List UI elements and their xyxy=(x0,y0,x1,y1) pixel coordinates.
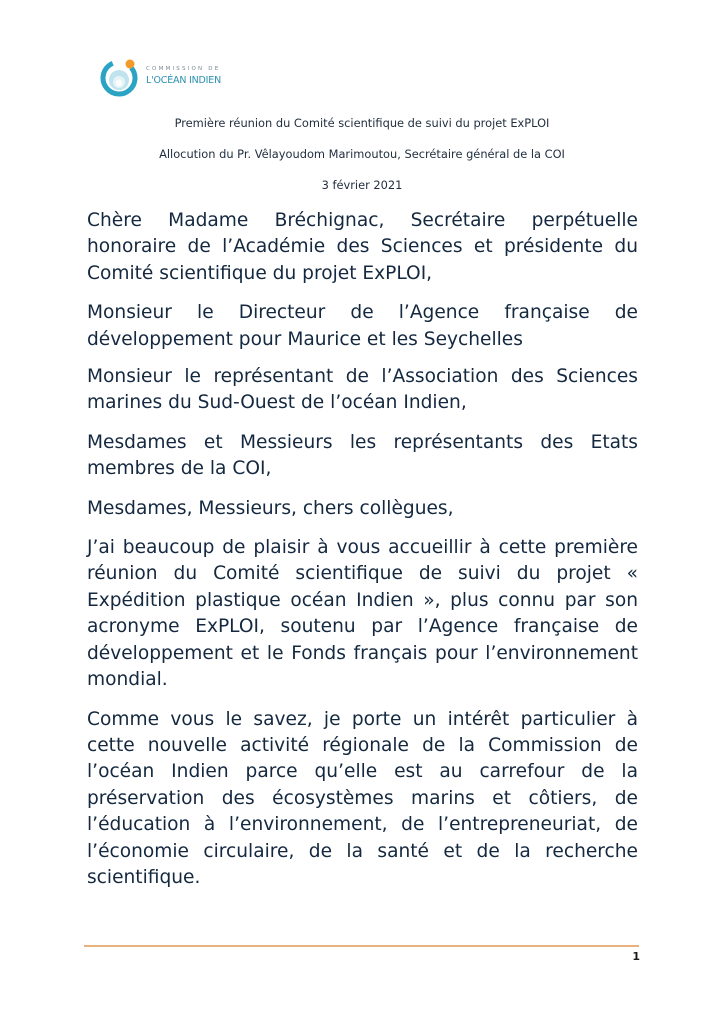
logo-wordmark xyxy=(146,67,221,85)
paragraph-interest: Comme vous le savez, je porte un intérêt particulier à cette nouvelle activité régionale de la Commission de l’océan Indien parce qu’elle est au carrefour de la préservation des écosystèmes marins et côtiers, de l’éducation à l’environnement, de l’entrepreneuriat, de l’économie circulaire, de la santé et de la recherche scientifique. xyxy=(87,708,638,888)
paragraph-salutation-afd: Monsieur le Directeur de l’Agence française de développement pour Maurice et les Seychelles xyxy=(87,302,638,350)
logo-line1: COMMISSION DE xyxy=(146,66,221,72)
speech-body xyxy=(87,208,638,904)
document-date: 3 février 2021 xyxy=(321,178,403,192)
page-number: 1 xyxy=(632,950,640,963)
coi-logo xyxy=(99,55,239,99)
document-title: Première réunion du Comité scientifique de suivi du projet ExPLOI xyxy=(174,116,550,130)
paragraph-salutation-association: Monsieur le représentant de l’Association des Sciences marines du Sud-Ouest de l’océan Indien, xyxy=(87,366,638,414)
paragraph-salutation-colleagues: Mesdames, Messieurs, chers collègues, xyxy=(87,497,454,519)
document-subtitle: Allocution du Pr. Vêlayoudom Marimoutou, Secrétaire général de la COI xyxy=(159,147,565,161)
paragraph-salutation-states: Mesdames et Messieurs les représentants des Etats membres de la COI, xyxy=(87,431,638,480)
paragraph-welcome: J’ai beaucoup de plaisir à vous accueillir à cette première réunion du Comité scientifique de suivi du projet « Expédition plastique océan Indien », plus connu par son acronyme ExPLOI, soutenu par l’Agence française de développement et le Fonds français pour l’environnement mondial. xyxy=(87,537,638,691)
footer-divider xyxy=(84,945,639,947)
coi-logo-icon xyxy=(99,55,141,97)
logo-line2: L'OCÉAN INDIEN xyxy=(146,74,221,86)
paragraph-salutation-chair: Chère Madame Bréchignac, Secrétaire perpétuelle honoraire de l’Académie des Sciences et présidente du Comité scientifique du projet ExPLOI, xyxy=(87,210,638,284)
